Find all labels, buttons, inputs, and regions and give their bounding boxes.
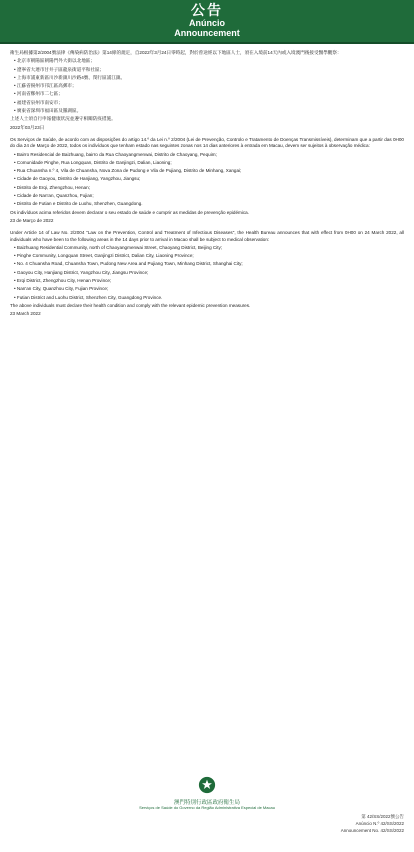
en-area-item: • Nan'an City, Quanzhou City, Fujian Province;: [14, 286, 109, 292]
zh-intro: 衛生局根據第2/2004號法律《傳染病防治法》第14條的規定，自2022年3月24日零時起，對於曾途經以下地區人士，須在入境前14天內或入境澳門後接受醫學觀察：: [10, 50, 342, 55]
zh-closing: 上述人士須自行申報健康狀況並遵守相關防疫措施。: [10, 116, 116, 122]
pt-area-item: • Distrito de Futian e Distrito de Luohu, Shenzhen, Guangdong.: [14, 201, 143, 207]
zh-area-item: • 江蘇省揚州市邗江區高郵市；: [14, 83, 77, 89]
zh-area-item: • 北京市朝陽區朝陽門外大街以北地區；: [14, 58, 95, 64]
pt-date: 23 de Março de 2022: [10, 217, 54, 223]
pt-area-item: • Cidade de Gaoyou, Distrito de Hanjiang, Yangzhou, Jiangsu;: [14, 176, 141, 182]
pt-closing: Os indivíduos acima referidos devem declarar o seu estado de saúde e cumprir as medidas de prevenção epidémica.: [10, 209, 250, 215]
pt-area-item: • Distrito de Erqi, Zhengzhou, Henan;: [14, 184, 90, 190]
zh-area-item: • 廣東省深圳市福田區及羅湖區。: [14, 108, 82, 114]
header-title-zh: 公告: [191, 3, 223, 19]
reference-number-en: Announcement No. 42/SS/2022: [340, 828, 404, 833]
zh-area-item: • 遼寧省大連市甘井子區龍泉街道平和社區；: [14, 66, 105, 72]
department-name-zh: 澳門特別行政區政府衛生局: [173, 800, 240, 806]
en-intro: Under Article 14 of Law No. 2/2004 "Law on the Prevention, Control and Treatment of Infectious Diseases", the Health Bureau announces that with effect from 0H00 on 24 March 2022, all individuals who have been to the following areas in the 14 days prior to arrival in Macao shall be subject to medical observation:: [10, 230, 404, 242]
en-area-item: • Gaoyou City, Hanjiang District, Yangzhou City, Jiangsu Province;: [14, 269, 149, 275]
pt-area-item: • Bairro Residencial de Baizhuang, bairro da Rua Chaoyangmenwai, Distrito de Chaoyang, Pequim;: [14, 151, 217, 157]
reference-number-zh: 第 42/SS/2022號公告: [361, 814, 404, 819]
pt-area-item: • Cidade de Nan'an, Quanzhou, Fujian;: [14, 193, 94, 199]
en-area-item: • Erqi District, Zhengzhou City, Henan Province;: [14, 278, 112, 284]
en-area-item: • Pinghe Community, Longquan Street, Ganjingzi District, Dalian City, Liaoning Province;: [14, 253, 194, 259]
pt-area-item: • Rua Chuansha n.º 4, Vila de Chuansha, Nova Zona de Pudong e Vila de Pujiang, Distrito de Minhang, Xangai;: [14, 168, 242, 174]
zh-area-item: • 福建省泉州市南安市；: [14, 99, 63, 105]
zh-area-item: • 上海市浦東新區川沙新鎮川沙路4號、閔行區浦江鎮。: [14, 74, 126, 80]
department-name-pt: Serviços de Saúde do Governo da Região Administrativa Especial de Macau: [139, 805, 275, 810]
pt-area-item: • Comunidade Pinghe, Rua Longquan, Distrito de Ganjingzi, Dalian, Liaoning;: [14, 159, 172, 165]
health-bureau-emblem-icon: [198, 776, 216, 794]
en-closing: The above individuals must declare their health condition and comply with the relevant epidemic prevention measures.: [10, 302, 251, 308]
en-area-item: • Baizhuang Residential Community, north of Chaoyangmenwai Street, Chaoyang District, Beijing City;: [14, 244, 223, 250]
announcement-header: [0, 0, 414, 44]
header-title-en: Announcement: [174, 28, 240, 38]
en-area-item: • Futian District and Luohu District, Shenzhen City, Guangdong Province.: [14, 294, 163, 300]
en-area-item: • No. 4 Chuansha Road, Chuansha Town, Pudong New Area and Pujiang Town, Minhang District, Shanghai City;: [14, 261, 243, 267]
announcement-body: [0, 44, 414, 776]
pt-intro: Os Serviços de Saúde, de acordo com as disposições do artigo 14.º da Lei n.º 2/2004 (Lei de Prevenção, Controlo e Tratamento de Doenças Transmissíveis), determinam que a partir das 0H00 do dia 24 de Março de 2022, todos os indivíduos que tenham estado nas seguintes zonas nos 14 dias anteriores à entrada em Macau, devem ser sujeitos à observação médica:: [10, 136, 404, 149]
en-date: 23 March 2022: [10, 311, 41, 317]
reference-number-pt: Anúncio N.º 42/SS/2022: [355, 821, 404, 826]
header-title-pt: Anúncio: [189, 18, 225, 28]
zh-area-item: • 河南省鄭州市二七區；: [14, 91, 63, 97]
zh-date: 2022年03月23日: [10, 124, 45, 130]
announcement-footer: [0, 776, 414, 840]
